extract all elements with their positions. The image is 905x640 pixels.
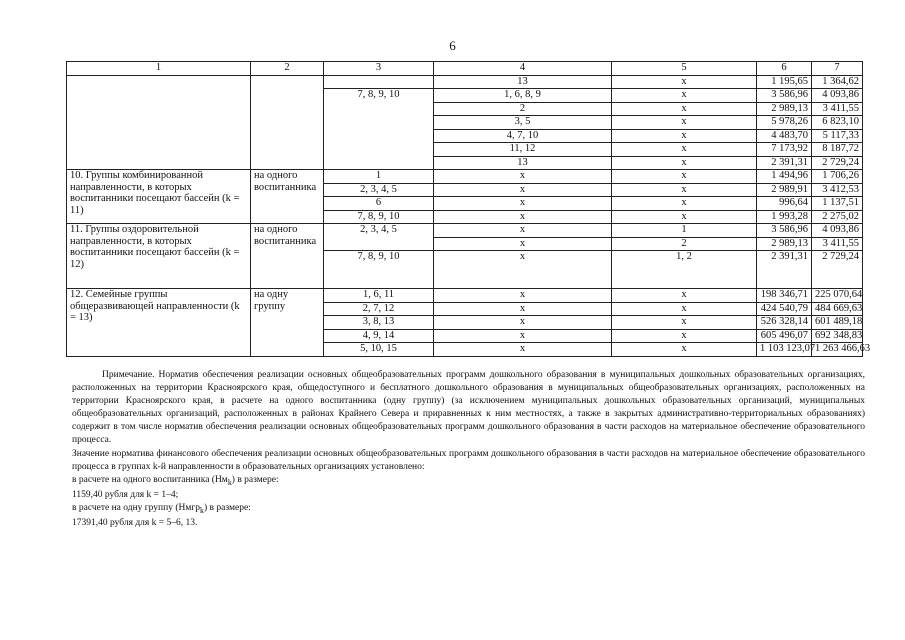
per-unit-12: на одну группу [251, 289, 324, 357]
header-cell: 4 [434, 62, 612, 76]
cell: 3, 8, 13 [324, 316, 434, 330]
cell: x [612, 343, 757, 357]
cell: 1 263 466,63 [812, 343, 863, 357]
header-cell: 5 [612, 62, 757, 76]
cell: x [434, 302, 612, 316]
cell [324, 75, 434, 89]
cell: x [612, 143, 757, 157]
cell: x [612, 183, 757, 197]
cell: 2, 3, 4, 5 [324, 183, 434, 197]
table-header-row [67, 62, 863, 76]
table-row [67, 289, 863, 303]
note-text: ) в размере: [204, 502, 251, 513]
cell: 7, 8, 9, 10 [324, 89, 434, 170]
notes-section [72, 369, 865, 530]
cell: 2 391,31 [757, 156, 812, 170]
cell: x [434, 210, 612, 224]
cell: 2 989,91 [757, 183, 812, 197]
cell: 1 993,28 [757, 210, 812, 224]
cell: 526 328,14 [757, 316, 812, 330]
cell: 605 496,07 [757, 329, 812, 343]
note-line: 17391,40 рубля для k = 5–6, 13. [72, 517, 198, 528]
cell: 692 348,83 [812, 329, 863, 343]
note-text: в расчете на одну группу (Нмгр [72, 502, 201, 513]
cell: 4, 9, 14 [324, 329, 434, 343]
cell: 3 412,53 [812, 183, 863, 197]
group-name-11: 11. Группы оздоровительной направленности, в которых воспитанники посещают бассейн (k = 12) [67, 224, 251, 289]
cell: x [612, 89, 757, 103]
cell: 3 586,96 [757, 224, 812, 238]
table-row [67, 170, 863, 184]
cell: x [434, 316, 612, 330]
cell: x [612, 329, 757, 343]
cell: 2, 3, 4, 5 [324, 224, 434, 251]
cell: 3 586,96 [757, 89, 812, 103]
cell: 3 411,55 [812, 237, 863, 251]
group-cell [67, 75, 251, 170]
cell: x [434, 343, 612, 357]
note-line [72, 474, 865, 489]
cell: 4 483,70 [757, 129, 812, 143]
cell: 1 706,26 [812, 170, 863, 184]
cell: 5, 10, 15 [324, 343, 434, 357]
cell: x [612, 316, 757, 330]
cell: 1, 6, 11 [324, 289, 434, 303]
subscript: k [227, 477, 232, 487]
cell: x [434, 329, 612, 343]
cell: x [434, 289, 612, 303]
subscript: k [200, 505, 204, 515]
cell: x [434, 224, 612, 238]
cell: x [612, 170, 757, 184]
cell: 2 729,24 [812, 156, 863, 170]
cell: 4 093,86 [812, 89, 863, 103]
cell: 424 540,79 [757, 302, 812, 316]
cell: 1, 6, 8, 9 [434, 89, 612, 103]
group-name-10: 10. Группы комбинированной направленности, в которых воспитанники посещают бассейн (k = 11) [67, 170, 251, 224]
cell: 2 275,02 [812, 210, 863, 224]
cell: 1 494,96 [757, 170, 812, 184]
header-cell: 1 [67, 62, 251, 76]
cell: 1 137,51 [812, 197, 863, 211]
page-number: 6 [449, 38, 456, 53]
header-cell: 7 [812, 62, 863, 76]
cell: 1, 2 [612, 251, 757, 289]
cell: 2 [612, 237, 757, 251]
cell: x [612, 289, 757, 303]
note-line [72, 502, 865, 517]
cell: x [612, 75, 757, 89]
cell: 1 103 123,07 [757, 343, 812, 357]
cell: 13 [434, 156, 612, 170]
note-text: в расчете на одного воспитанника (Нм [72, 474, 228, 485]
cell: 1 195,65 [757, 75, 812, 89]
table-row [67, 224, 863, 238]
cell: 5 117,33 [812, 129, 863, 143]
cell: 3, 5 [434, 116, 612, 130]
cell: 8 187,72 [812, 143, 863, 157]
cell: 2, 7, 12 [324, 302, 434, 316]
cell: 198 346,71 [757, 289, 812, 303]
note-paragraph: Значение норматива финансового обеспечения реализации основных общеобразовательных программ дошкольного образования в части расходов на материальное обеспечение образовательного процесса в группах k-й направленности в образовательных организациях установлено: [72, 448, 865, 472]
cell: 225 070,64 [812, 289, 863, 303]
note-line: 1159,40 рубля для k = 1–4; [72, 489, 179, 500]
cell: 3 411,55 [812, 102, 863, 116]
cell: 7, 8, 9, 10 [324, 251, 434, 289]
cell: 7, 8, 9, 10 [324, 210, 434, 224]
cell: 1 [612, 224, 757, 238]
header-cell: 2 [251, 62, 324, 76]
cell: 2 989,13 [757, 102, 812, 116]
norm-table [66, 61, 871, 357]
cell: 484 669,63 [812, 302, 863, 316]
cell: 2 391,31 [757, 251, 812, 289]
cell: 4 093,86 [812, 224, 863, 238]
cell: x [434, 183, 612, 197]
cell: 996,64 [757, 197, 812, 211]
per-unit-11: на одного воспитанника [251, 224, 324, 289]
cell: x [612, 116, 757, 130]
note-paragraph: Примечание. Норматив обеспечения реализации основных общеобразовательных программ дошкольного образования в муниципальных дошкольных образовательных организациях, расположенных на территории Красноярского края, общедоступного и бесплатного дошкольного образования в муниципальных общеобразовательных организациях, расположенных на территории Красноярского края, в расчете на одного воспитанника (одну группу) (за исключением муниципальных дошкольных образовательных организаций, муниципальных общеобразовательных организаций, расположенных в районах Крайнего Севера и приравненных к ним местностях, а также в закрытых административно-территориальных образованиях) содержит в том числе норматив обеспечения реализации основных общеобразовательных программ дошкольного образования в части расходов на материальное обеспечение образовательного процесса. [72, 370, 865, 446]
cell: x [434, 251, 612, 289]
cell: x [434, 237, 612, 251]
cell: 6 823,10 [812, 116, 863, 130]
cell: 13 [434, 75, 612, 89]
cell: 1 [324, 170, 434, 184]
per-unit-10: на одного воспитанника [251, 170, 324, 224]
cell: x [612, 210, 757, 224]
cell: x [612, 302, 757, 316]
cell: x [612, 129, 757, 143]
cell: 2 729,24 [812, 251, 863, 289]
cell: 601 489,18 [812, 316, 863, 330]
cell: x [612, 102, 757, 116]
cell: 5 978,26 [757, 116, 812, 130]
cell: x [612, 197, 757, 211]
group-name-12: 12. Семейные группы общеразвивающей направленности (k = 13) [67, 289, 251, 357]
cell: 2 989,13 [757, 237, 812, 251]
cell: x [434, 197, 612, 211]
note-text: ) в размере: [231, 474, 279, 485]
cell: 11, 12 [434, 143, 612, 157]
cell: x [612, 156, 757, 170]
cell: x [434, 170, 612, 184]
header-cell: 3 [324, 62, 434, 76]
cell: 4, 7, 10 [434, 129, 612, 143]
table-row [67, 75, 863, 89]
cell: 7 173,92 [757, 143, 812, 157]
header-cell: 6 [757, 62, 812, 76]
cell: 6 [324, 197, 434, 211]
per-cell [251, 75, 324, 170]
cell: 2 [434, 102, 612, 116]
cell: 1 364,62 [812, 75, 863, 89]
